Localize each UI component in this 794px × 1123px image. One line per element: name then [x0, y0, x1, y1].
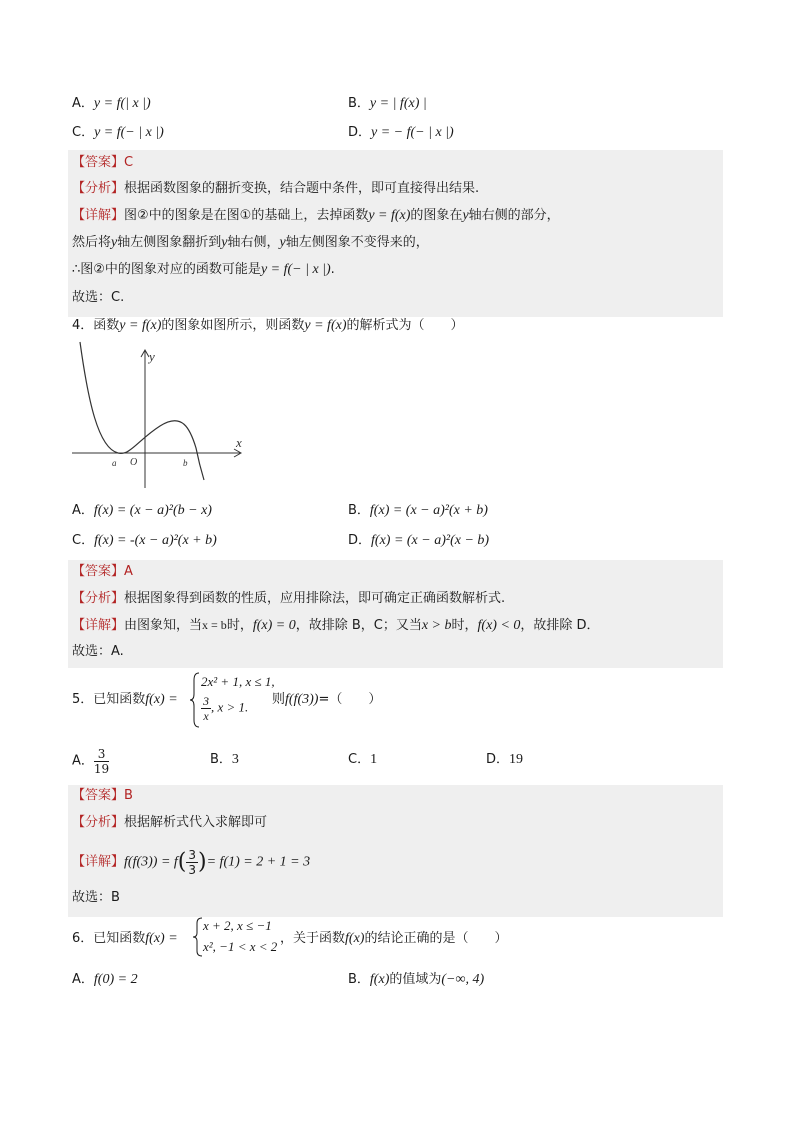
q6-option-b: B．f(x)的值域为(−∞, 4) [348, 972, 485, 987]
q5-option-d: D．19 [486, 752, 524, 767]
q6-stem-tail: ，关于函数f(x)的结论正确的是（ ） [280, 931, 508, 946]
x-axis-label: x [236, 435, 242, 450]
q3-option-d: D．y = − f(− | x |) [348, 125, 454, 140]
q5-stem-lead: 5．已知函数f(x) = [72, 692, 178, 707]
q3-option-b: B．y = | f(x) | [348, 96, 427, 111]
q4-solution-box [68, 560, 723, 668]
point-b-label: b [183, 458, 188, 468]
q5-analysis: 【分析】根据解析式代入求解即可 [72, 815, 268, 830]
q4-choose: 故选：A. [72, 644, 124, 659]
point-a-label: a [112, 458, 117, 468]
q4-answer: 【答案】A [72, 564, 133, 579]
q5-detail: 【详解】f(f(3)) = f( $\frac{3}{3}$ )= f(1) = 2 + 1 = 3 [72, 848, 311, 877]
q3-option-a: A．y = f(| x |) [72, 96, 151, 111]
q6-case-1: x + 2, x ≤ −1 [203, 918, 272, 933]
q4-analysis: 【分析】根据图象得到函数的性质，应用排除法，即可确定正确函数解析式. [72, 591, 506, 606]
q4-option-b: B．f(x) = (x − a)²(x + b) [348, 503, 488, 518]
q5-case-1: 2x² + 1, x ≤ 1, [201, 674, 275, 689]
q3-detail-line1: 【详解】图②中的图象是在图①的基础上，去掉函数y = f(x)的图象在y轴右侧的部分， [72, 208, 560, 223]
q5-choose: 故选：B [72, 890, 120, 905]
q3-answer: 【答案】C [72, 155, 134, 170]
q4-option-a: A．f(x) = (x − a)²(b − x) [72, 503, 212, 518]
y-axis-label: y [149, 349, 155, 364]
q4-option-d: D．f(x) = (x − a)²(x − b) [348, 533, 490, 548]
q5-piecewise-brace [190, 672, 200, 728]
q3-detail-line2: 然后将y轴左侧图象翻折到y轴右侧，y轴左侧图象不变得来的， [72, 235, 429, 250]
q5-stem-tail: 则f(f(3))=（ ） [272, 692, 382, 707]
q5-option-c: C．1 [348, 752, 378, 767]
q3-option-c: C．y = f(− | x |) [72, 125, 164, 140]
q3-analysis: 【分析】根据函数图象的翻折变换，结合题中条件，即可直接得出结果. [72, 181, 480, 196]
q5-case-2: $\frac{3}{x}$ , x > 1. [203, 694, 249, 723]
q5-option-b: B．3 [210, 752, 239, 767]
q4-option-c: C．f(x) = -(x − a)²(x + b) [72, 533, 217, 548]
q4-function-graph [70, 340, 255, 490]
q5-option-a: A． $\frac{3}{19}$ [72, 747, 110, 776]
q3-choose: 故选：C. [72, 290, 125, 305]
q3-detail-line3: ∴图②中的图象对应的函数可能是y = f(− | x |). [72, 262, 335, 277]
q6-stem-lead: 6．已知函数f(x) = [72, 931, 178, 946]
q4-stem: 4．函数y = f(x)的图象如图所示，则函数y = f(x)的解析式为（ ） [72, 318, 464, 333]
origin-label: O [130, 457, 138, 468]
q6-case-2: x², −1 < x < 2 [203, 939, 278, 954]
q4-detail: 【详解】由图象知，当x = b时，f(x) = 0，故排除 B，C；又当x > b时，f(x) < 0，故排除 D． [72, 618, 600, 633]
q6-option-a: A．f(0) = 2 [72, 972, 138, 987]
q6-piecewise-brace [193, 917, 203, 957]
q5-answer: 【答案】B [72, 788, 133, 803]
